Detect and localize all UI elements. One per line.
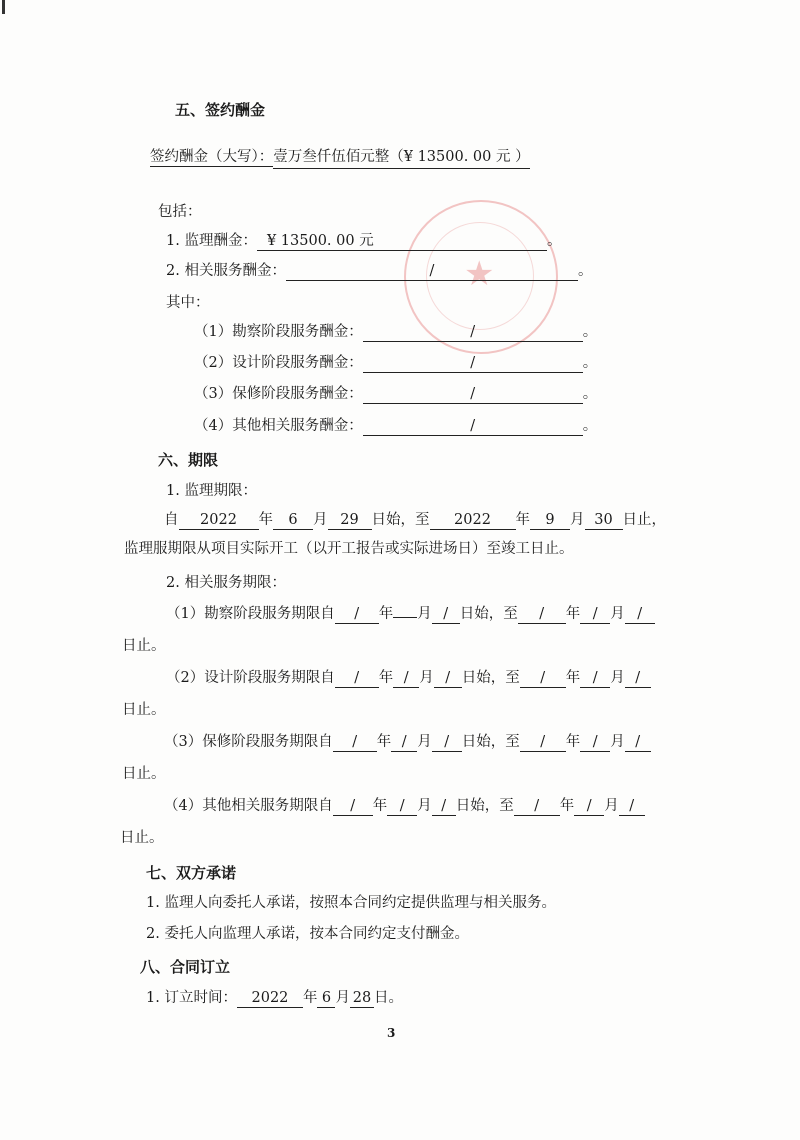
design-period-label: （2）设计阶段服务期限自 xyxy=(166,670,335,686)
month-text: 月 xyxy=(610,606,625,622)
commitment-1: 1. 监理人向委托人承诺，按照本合同约定提供监理与相关服务。 xyxy=(146,895,556,911)
start-to-text: 日始，至 xyxy=(461,670,520,686)
related-fee-line xyxy=(166,261,592,281)
other-period-label: （4）其他相关服务期限自 xyxy=(164,798,333,814)
year-text: 年 xyxy=(372,798,388,814)
among-label: 其中： xyxy=(166,295,210,311)
warranty-fee-value: / xyxy=(363,385,583,404)
survey-period-end: 日止。 xyxy=(122,638,166,654)
scan-edge-mark xyxy=(2,0,5,14)
start-day: 29 xyxy=(328,511,372,530)
year-text: 年 xyxy=(378,606,394,622)
blank-day: / xyxy=(434,669,462,688)
period: 。 xyxy=(546,233,562,249)
sign-day: 28 xyxy=(350,989,374,1008)
start-to-text: 日始，至 xyxy=(461,734,520,750)
other-period-line xyxy=(164,796,645,816)
warranty-fee-label: （3）保修阶段服务酬金： xyxy=(194,386,363,402)
survey-period-line xyxy=(166,604,655,624)
start-to-text: 日始，至 xyxy=(459,606,518,622)
end-day: 30 xyxy=(585,511,623,530)
blank-day: / xyxy=(432,733,462,752)
blank-year: / xyxy=(520,733,566,752)
survey-fee-label: （1）勘察阶段服务酬金： xyxy=(194,324,363,340)
period: 。 xyxy=(582,324,598,340)
related-fee-value: / xyxy=(286,262,578,281)
year-text: 年 xyxy=(559,798,575,814)
page-number: 3 xyxy=(387,1026,396,1040)
blank-year: / xyxy=(333,797,373,816)
other-fee-line xyxy=(194,416,597,436)
year-text: 年 xyxy=(378,670,394,686)
day-text: 日。 xyxy=(373,990,403,1006)
from-text: 自 xyxy=(164,512,179,528)
other-fee-value: / xyxy=(363,417,583,436)
total-fee-label: 签约酬金（大写）： xyxy=(150,149,274,165)
year-text: 年 xyxy=(565,606,581,622)
blank-year: / xyxy=(520,669,566,688)
period: 。 xyxy=(582,386,598,402)
other-period-end: 日止。 xyxy=(120,830,164,846)
include-label: 包括： xyxy=(158,204,202,220)
survey-fee-value: / xyxy=(363,323,583,342)
year-text: 年 xyxy=(376,734,392,750)
warranty-period-end: 日止。 xyxy=(122,766,166,782)
supervision-period-label: 1. 监理期限： xyxy=(166,483,257,499)
related-fee-label: 2. 相关服务酬金： xyxy=(166,263,286,279)
month-text: 月 xyxy=(610,734,625,750)
end-month: 9 xyxy=(530,511,570,530)
design-fee-line xyxy=(194,353,597,373)
seal-star-icon: ★ xyxy=(464,254,495,294)
supervision-period-line xyxy=(164,510,666,530)
blank-day: / xyxy=(625,605,655,624)
blank-year: / xyxy=(514,797,560,816)
related-period-label: 2. 相关服务期限： xyxy=(166,575,286,591)
blank-month: / xyxy=(391,733,417,752)
month-text: 月 xyxy=(604,798,619,814)
year-text: 年 xyxy=(565,734,581,750)
warranty-fee-line xyxy=(194,384,597,404)
year-text: 年 xyxy=(515,512,530,528)
blank-year: / xyxy=(518,605,566,624)
supervision-fee-label: 1. 监理酬金： xyxy=(166,233,257,249)
design-period-line xyxy=(166,668,651,688)
period: 。 xyxy=(577,263,593,279)
month-text: 月 xyxy=(335,990,350,1006)
month-text: 月 xyxy=(570,512,585,528)
survey-period-label: （1）勘察阶段服务期限自 xyxy=(166,606,335,622)
blank-month: / xyxy=(580,733,610,752)
year-text: 年 xyxy=(258,512,273,528)
section-6-title: 六、期限 xyxy=(158,451,219,469)
section-8-title: 八、合同订立 xyxy=(140,958,231,976)
section-7-title: 七、双方承诺 xyxy=(146,864,237,882)
month-text: 月 xyxy=(313,512,328,528)
month-text: 月 xyxy=(417,734,432,750)
blank-day: / xyxy=(619,797,645,816)
blank-day: / xyxy=(625,669,651,688)
month-text: 月 xyxy=(419,670,434,686)
end-text: 日止， xyxy=(622,512,666,528)
blank-month: / xyxy=(574,797,604,816)
sign-date-label: 1. 订立时间： xyxy=(146,990,237,1006)
start-month: 6 xyxy=(273,511,313,530)
blank-day: / xyxy=(432,797,456,816)
period-note: 监理服期限从项目实际开工（以开工报告或实际进场日）至竣工日止。 xyxy=(124,541,574,557)
supervision-fee-value: ¥ 13500. 00 元 xyxy=(257,232,547,251)
blank-year: / xyxy=(335,669,379,688)
year-text: 年 xyxy=(565,670,581,686)
end-year: 2022 xyxy=(430,511,516,530)
warranty-period-label: （3）保修阶段服务期限自 xyxy=(164,734,333,750)
blank-year: / xyxy=(335,605,379,624)
month-text: 月 xyxy=(417,606,432,622)
start-to-text: 日始，至 xyxy=(371,512,430,528)
blank-day: / xyxy=(625,733,651,752)
design-fee-value: / xyxy=(363,354,583,373)
sign-month: 6 xyxy=(317,989,335,1008)
blank-month: / xyxy=(580,605,610,624)
blank-day: / xyxy=(432,605,460,624)
blank-month: / xyxy=(580,669,610,688)
warranty-period-line xyxy=(164,732,651,752)
total-fee-line xyxy=(150,147,530,169)
month-text: 月 xyxy=(610,670,625,686)
period: 。 xyxy=(582,355,598,371)
month-text: 月 xyxy=(417,798,432,814)
total-fee-value: 壹万叁仟伍佰元整（¥ 13500. 00 元 ） xyxy=(273,147,529,169)
start-year: 2022 xyxy=(179,511,259,530)
other-fee-label: （4）其他相关服务酬金： xyxy=(194,418,363,434)
period: 。 xyxy=(582,418,598,434)
year-text: 年 xyxy=(302,990,318,1006)
design-period-end: 日止。 xyxy=(122,702,166,718)
design-fee-label: （2）设计阶段服务酬金： xyxy=(194,355,363,371)
survey-fee-line xyxy=(194,322,597,342)
supervision-fee-line xyxy=(166,231,561,251)
start-to-text: 日始，至 xyxy=(455,798,514,814)
blank-month: / xyxy=(387,797,417,816)
section-5-title: 五、签约酬金 xyxy=(175,101,266,119)
sign-date-line xyxy=(146,988,403,1008)
blank-month xyxy=(393,617,417,618)
blank-year: / xyxy=(333,733,377,752)
commitment-2: 2. 委托人向监理人承诺，按本合同约定支付酬金。 xyxy=(146,926,469,942)
sign-year: 2022 xyxy=(237,989,303,1008)
blank-month: / xyxy=(393,669,419,688)
